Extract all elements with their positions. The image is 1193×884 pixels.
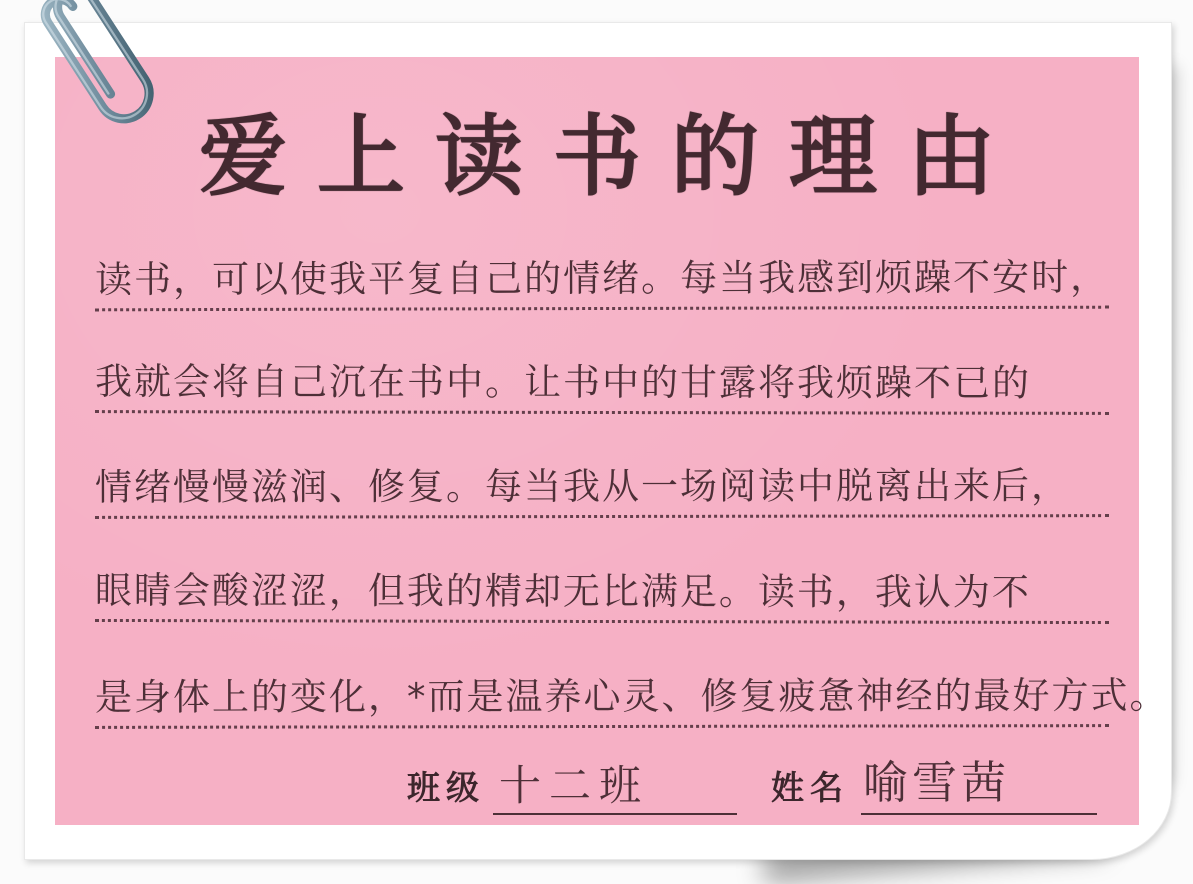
class-label: 班级: [407, 768, 485, 807]
ruled-line-4: [95, 519, 1109, 624]
ruled-line-2: [95, 310, 1109, 415]
ruled-line-1: [95, 206, 1109, 312]
pink-note-paper: [55, 57, 1169, 825]
class-value: 十二班: [493, 753, 737, 815]
note-footer: [407, 757, 1097, 815]
handwritten-text-line-2: 我就会将自己沉在书中。让书中的甘露将我烦躁不已的: [94, 360, 1032, 405]
handwritten-text-line-4: 眼睛会酸涩涩，但我的精却无比满足。读书，我认为不: [94, 568, 1032, 614]
note-title: 爱上读书的理由: [198, 105, 1025, 208]
photo-card: [24, 22, 1172, 860]
ruled-line-5: [94, 624, 1169, 729]
name-value: 喻雪茜: [861, 746, 1097, 815]
ruled-line-3: [95, 414, 1109, 519]
handwritten-text-line-3: 情绪慢慢滋润、修复。每当我从一场阅读中脱离出来后，: [94, 464, 1071, 509]
handwritten-text-line-5: 是身体上的变化，*而是温养心灵、修复疲惫神经的最好方式。: [94, 674, 1169, 719]
handwritten-text-line-1: 读书，可以使我平复自己的情绪。每当我感到烦躁不安时，: [94, 255, 1110, 302]
name-label: 姓名: [771, 768, 849, 807]
